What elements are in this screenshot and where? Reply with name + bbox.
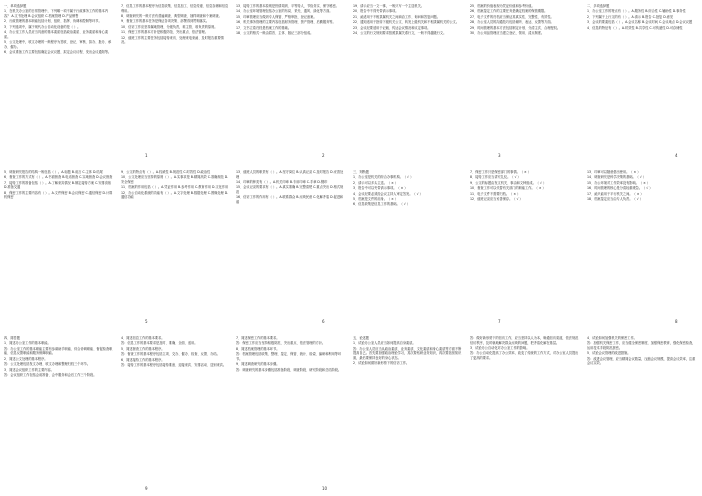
text-line: 14．办公室环境管理包括办公室的布局、采光、通风、绿化等方面。	[236, 9, 333, 14]
text-line: 答：督查工作的基本程序包括立项、交办、催办、检查、反馈、办结。	[121, 352, 220, 357]
text-line: 答：会议组织工作包括会前准备、会中服务和会后工作三个阶段。	[4, 372, 97, 377]
page-number: 5	[145, 319, 148, 324]
text-line: 1．简述办公室工作的基本职能。	[4, 341, 51, 346]
text-line: 17．函只能用于平行机关之间。（ × ）	[587, 191, 644, 196]
text-line: 19．请示应当一文一事，一般只写一个主送机关。	[353, 4, 424, 8]
text-line: 13．接待工作的基本原则是热情周到、平等待人、节俭务实、保守秘密。	[236, 4, 339, 8]
text-line: 13．值班人员的职责有（ ）。A.坚守岗位 B.认真记录 C.及时报告 D.妥善处理	[236, 170, 344, 179]
text-line: 1．办公室是机关的综合办事机构。（ √ ）	[353, 175, 414, 180]
text-line: 答：公文处理包括发文办理、收文办理和整理归档三个环节。	[4, 362, 91, 367]
text-line: 3．试论办公自动化对办公室工作的影响。	[470, 345, 530, 350]
text-line: 20．报告中不得夹带请示事项。	[353, 9, 399, 14]
text-line: 22．通知适用于批转下级机关公文、转发上级机关和不相隶属机关的公文。	[353, 20, 460, 25]
column-r1c1	[4, 4, 114, 150]
page-number: 10	[322, 486, 328, 491]
text-line: 7．保密工作只是保密部门的事情。（ × ）	[470, 170, 531, 174]
text-line: 9．公文的标题由发文机关、事由和文种组成。（ √ ）	[470, 180, 547, 185]
text-line: 12．办公自动化系统的功能有（ ）。A.文字处理 B.数据处理 C.图像处理 D.通信功能	[121, 190, 229, 200]
text-line: 答：档案管理包括收集、整理、鉴定、保管、统计、检索、编研和利用等环节。	[236, 352, 342, 361]
text-line: 答：办公自动化提高了办公效率，改变了传统的工作方式，对办公室人员提出了更高的要求。	[470, 351, 579, 360]
column-r2c6	[587, 170, 698, 316]
text-line: 五、论述题	[353, 336, 369, 340]
text-line: 8．接待工作应当讲究礼仪。（ √ ）	[470, 175, 521, 180]
column-r3c5	[470, 336, 580, 492]
text-line: 2．行政管理的基本职能包括计划、组织、指挥、协调和控制等环节。	[4, 19, 102, 24]
column-r2c5	[470, 170, 580, 316]
text-line: 3．下列选项中，属于现代办公自动化设备的是（ ）。	[4, 24, 81, 29]
text-line: 答：接待工作的基本程序包括接待准备、迎接来宾、安排活动、送别来宾。	[121, 362, 227, 367]
page-number: 8	[675, 319, 678, 324]
text-line: 27．电子文件的归档应当保证其真实性、完整性、有效性。	[470, 14, 554, 19]
text-line: 答：做好新形势下的信访工作，应当坚持以人为本，畅通信访渠道，依法规范信访秩序，及时就地解决群众反映的问题，把矛盾化解在基层。	[470, 336, 579, 345]
text-line: 三、判断题	[353, 170, 369, 174]
text-line: 6．会议准备工作主要包括确定会议议题、拟定会议议程、发出会议通知等。	[4, 50, 112, 55]
text-line: 2．请示可以多头主送。（ × ）	[353, 180, 398, 185]
text-line: 答：调查研究的基本步骤包括准备阶段、调查阶段、研究阶段和总结阶段。	[236, 367, 342, 372]
text-line: 2．下列属于上行文的有（ ）。A.请示 B.报告 C.批复 D.意见	[587, 14, 674, 19]
text-line: 8．调查研究的一般方法有普遍调查、典型调查、抽样调查和个案调查。	[121, 13, 222, 18]
text-line: 10．公文处理应当坚持的原则（ ）。A.实事求是 B.精简高效 C.准确规范 D.安全保密	[121, 175, 229, 184]
text-line: 15．会议记录的要求有（ ）。A.真实准确 B.完整清楚 C.重点突出 D.格式规范	[236, 185, 344, 194]
text-line: 17．文书立卷归档是档案工作的基础。	[236, 25, 292, 30]
text-line: 4．信息的特征有（ ）。A.时效性 B.共享性 C.可传递性 D.可存储性	[587, 25, 683, 30]
page-number: 9	[145, 486, 148, 491]
column-r2c2	[121, 170, 229, 316]
text-line: 7．接待工作的准备包括（ ）。A.了解来宾情况 B.制定接待方案 C.安排食宿 D.准备交通	[4, 180, 112, 190]
text-line: 答：办公室工作的基本职能主要有参谋助手职能、综合协调职能、督促检查职能、信息反馈职能和服务保障职能。	[4, 346, 113, 356]
text-line: 4．试论如何加强机关的保密工作。	[587, 336, 637, 340]
page-number: 3	[498, 153, 501, 158]
text-line: 29．时间管理的基本方法包括制定计划、分清主次、合理授权。	[470, 25, 561, 30]
text-line: 15．印章管理应当做到专人保管、严格审批、登记备案。	[236, 14, 317, 19]
text-line: 23．会议纪要适用于记载、传达会议情况和议定事项。	[353, 25, 431, 30]
text-line: 8．简述档案管理的基本环节。	[236, 346, 280, 351]
text-line: 25．档案的价值表现为凭证价值和参考价值。	[470, 4, 535, 8]
text-line: 5．公文处理中，收文办理的一般程序为签收、登记、审核、拟办、批办、承办、催办。	[4, 40, 112, 49]
column-r2c4	[353, 170, 463, 316]
text-line: 16．信访工作的作用有（ ）。A.联系群众 B.反映民意 C.化解矛盾 D.促进和谐	[236, 195, 344, 204]
text-line: 2．简述公文处理的基本程序。	[4, 356, 48, 361]
text-line: 答：加强机关保密工作，应当健全保密制度，加强保密教育，强化保密检查，运用技术手段防范泄密。	[587, 341, 696, 350]
text-line: 13．印章可以随意借出使用。（ × ）	[587, 170, 641, 174]
text-line: 3．会议的要素包括（ ）。A.会议名称 B.会议时间 C.会议地点 D.会议议题	[587, 20, 693, 25]
column-r1c6	[587, 4, 698, 150]
text-line: 5．档案是文件的前身。（ × ）	[353, 196, 398, 201]
text-line: 答：保密工作应当坚持积极防范、突出重点、依法管理的方针。	[236, 341, 326, 346]
text-line: 1．试论办公室人员应当如何提高自身素质。	[353, 341, 416, 346]
text-line: 7．简述保密工作的基本要求。	[236, 336, 280, 340]
text-line: 11．档案的作用包括（ ）。A.凭证作用 B.参考作用 C.教育作用 D.文化作用	[121, 185, 229, 190]
text-line: 4．办公室工作人员应当具备的基本素质包括政治素质、业务素质和身心素质。	[4, 30, 109, 39]
page-number: 1	[145, 153, 148, 158]
text-line: 1．在机关办公室的日常管理中，下列哪一项不属于行政事务工作的基本内容？ A.文书处理 B.会议组织 C.档案管理 D.产品销售	[4, 9, 109, 18]
column-r1c4	[353, 4, 463, 150]
column-r3c2	[121, 336, 229, 492]
page-number: 6	[322, 319, 325, 324]
text-line: 12．值班工作的主要任务包括接待来访、处理来电来函、及时报告重要情况。	[121, 35, 224, 45]
text-line: 4．会议纪要必须经会议主持人审定签发。（ √ ）	[353, 191, 423, 196]
text-line: 14．调查研究是科学决策的基础。（ √ ）	[587, 175, 647, 180]
column-r1c2	[121, 4, 229, 150]
text-line: 10．督查工作可以代替有关部门的职能工作。（ × ）	[470, 186, 546, 191]
text-line: 15．办公环境对工作效率没有影响。（ × ）	[587, 180, 650, 185]
text-line: 11．电子文件不需要归档。（ × ）	[470, 191, 521, 196]
text-line: 18．公文的格式一般由眉首、主体、版记三部分组成。	[236, 30, 314, 35]
text-line: 4．简述信息工作的基本要求。	[121, 336, 165, 340]
text-line: 24．公文的行文规则要求按照隶属关系行文，一般不得越级行文。	[353, 30, 447, 35]
text-line: 14．印章的种类有（ ）。A.机关印章 B.专用印章 C.手章 D.钢印	[236, 179, 328, 184]
column-r2c3	[236, 170, 346, 316]
page-number: 4	[675, 153, 678, 158]
text-line: 10．信访工作应坚持属地管理、分级负责，谁主管、谁负责的原则。	[121, 24, 218, 29]
text-line: 6．督查工作的方式有（ ）。A.书面督查 B.电话督查 C.实地督查 D.会议督查	[4, 175, 113, 180]
text-line: 答：改进会议管理，应当精简会议数量，压缩会议规模，提高会议效率，注重会议实效。	[587, 356, 696, 366]
text-line: 二、多项选择题	[587, 4, 610, 8]
text-line: 3．简述会议组织工作的主要内容。	[4, 367, 54, 372]
text-line: 12．值班记录应当妥善保存。（ √ ）	[470, 196, 523, 201]
text-line: 6．简述接待工作的基本程序。	[121, 357, 165, 362]
text-line: 18．档案鉴定应当由专人负责。（ √ ）	[587, 196, 643, 201]
text-line: 16．机关事务管理的主要内容包括财务管理、资产管理、后勤服务等。	[236, 20, 336, 25]
text-line: 21．函适用于不相隶属机关之间商洽工作、询问和答复问题。	[353, 14, 440, 19]
text-line: 6．信息收集是信息工作的基础。（ √ ）	[353, 202, 411, 207]
text-line: 11．保密工作的基本方针是积极防范、突出重点、依法管理。	[121, 30, 208, 35]
text-line: 3．报告中可以夹带请示事项。（ × ）	[353, 186, 408, 191]
column-r3c3	[236, 336, 346, 492]
text-line: 8．保密工作的主要内容有（ ）。A.文件保密 B.会议保密 C.通信保密 D.计算机保密	[4, 190, 113, 200]
text-line: 9．简述调查研究的基本步骤。	[236, 362, 280, 367]
column-r3c1	[4, 336, 114, 492]
text-line: 5．试论会议管理的改进措施。	[587, 351, 631, 356]
text-line: 1．办公室工作的特点有（ ）。A.服务性 B.综合性 C.辅助性 D.事务性	[587, 9, 686, 14]
text-line: 答：信息工作的基本要求是及时、准确、全面、适用。	[121, 341, 198, 346]
column-r1c5	[470, 4, 580, 150]
column-r2c1	[4, 170, 114, 316]
text-line: 9．督查工作的基本任务是保证各项决策、部署得到贯彻落实。	[121, 19, 210, 24]
text-line: 30．办公用品管理应当建立登记、领用、清点制度。	[470, 30, 545, 35]
text-line: 5．调查研究报告的结构一般包括（ ）。A.标题 B.前言 C.主体 D.结尾	[4, 170, 103, 174]
text-line: 7．信息工作的基本程序为信息收集、信息加工、信息传递、信息存储和信息利用。	[121, 4, 229, 13]
text-line: 答：办公室人员应当从政治素质、业务素质、文化素质和身心素质等方面不断提高自己。首先要加强政治理论学习，其次要钻研业务知识，再次要拓宽知识面，最后要保持良好的身心状态。	[353, 346, 462, 360]
page-number: 7	[498, 319, 501, 324]
text-line: 28．办公室人员的沟通技巧包括倾听、表达、反馈等方面。	[470, 20, 554, 25]
text-line: 5．简述督查工作的基本程序。	[121, 346, 165, 351]
column-r3c6	[587, 336, 698, 492]
text-line: 四、简答题	[4, 336, 20, 340]
text-line: 16．时间管理的核心是分清轻重缓急。（ √ ）	[587, 186, 653, 191]
text-line: 9．公文的特点有（ ）。A.权威性 B.规范性 C.时效性 D.政治性	[121, 170, 211, 174]
text-line: 一、单项选择题	[4, 4, 27, 8]
text-line: 26．档案鉴定工作的主要任务是确定档案的保管期限。	[470, 9, 548, 14]
text-line: 2．试论如何做好新形势下的信访工作。	[353, 361, 410, 366]
column-r3c4	[353, 336, 463, 492]
page-number: 2	[322, 153, 325, 158]
column-r1c3	[236, 4, 346, 150]
